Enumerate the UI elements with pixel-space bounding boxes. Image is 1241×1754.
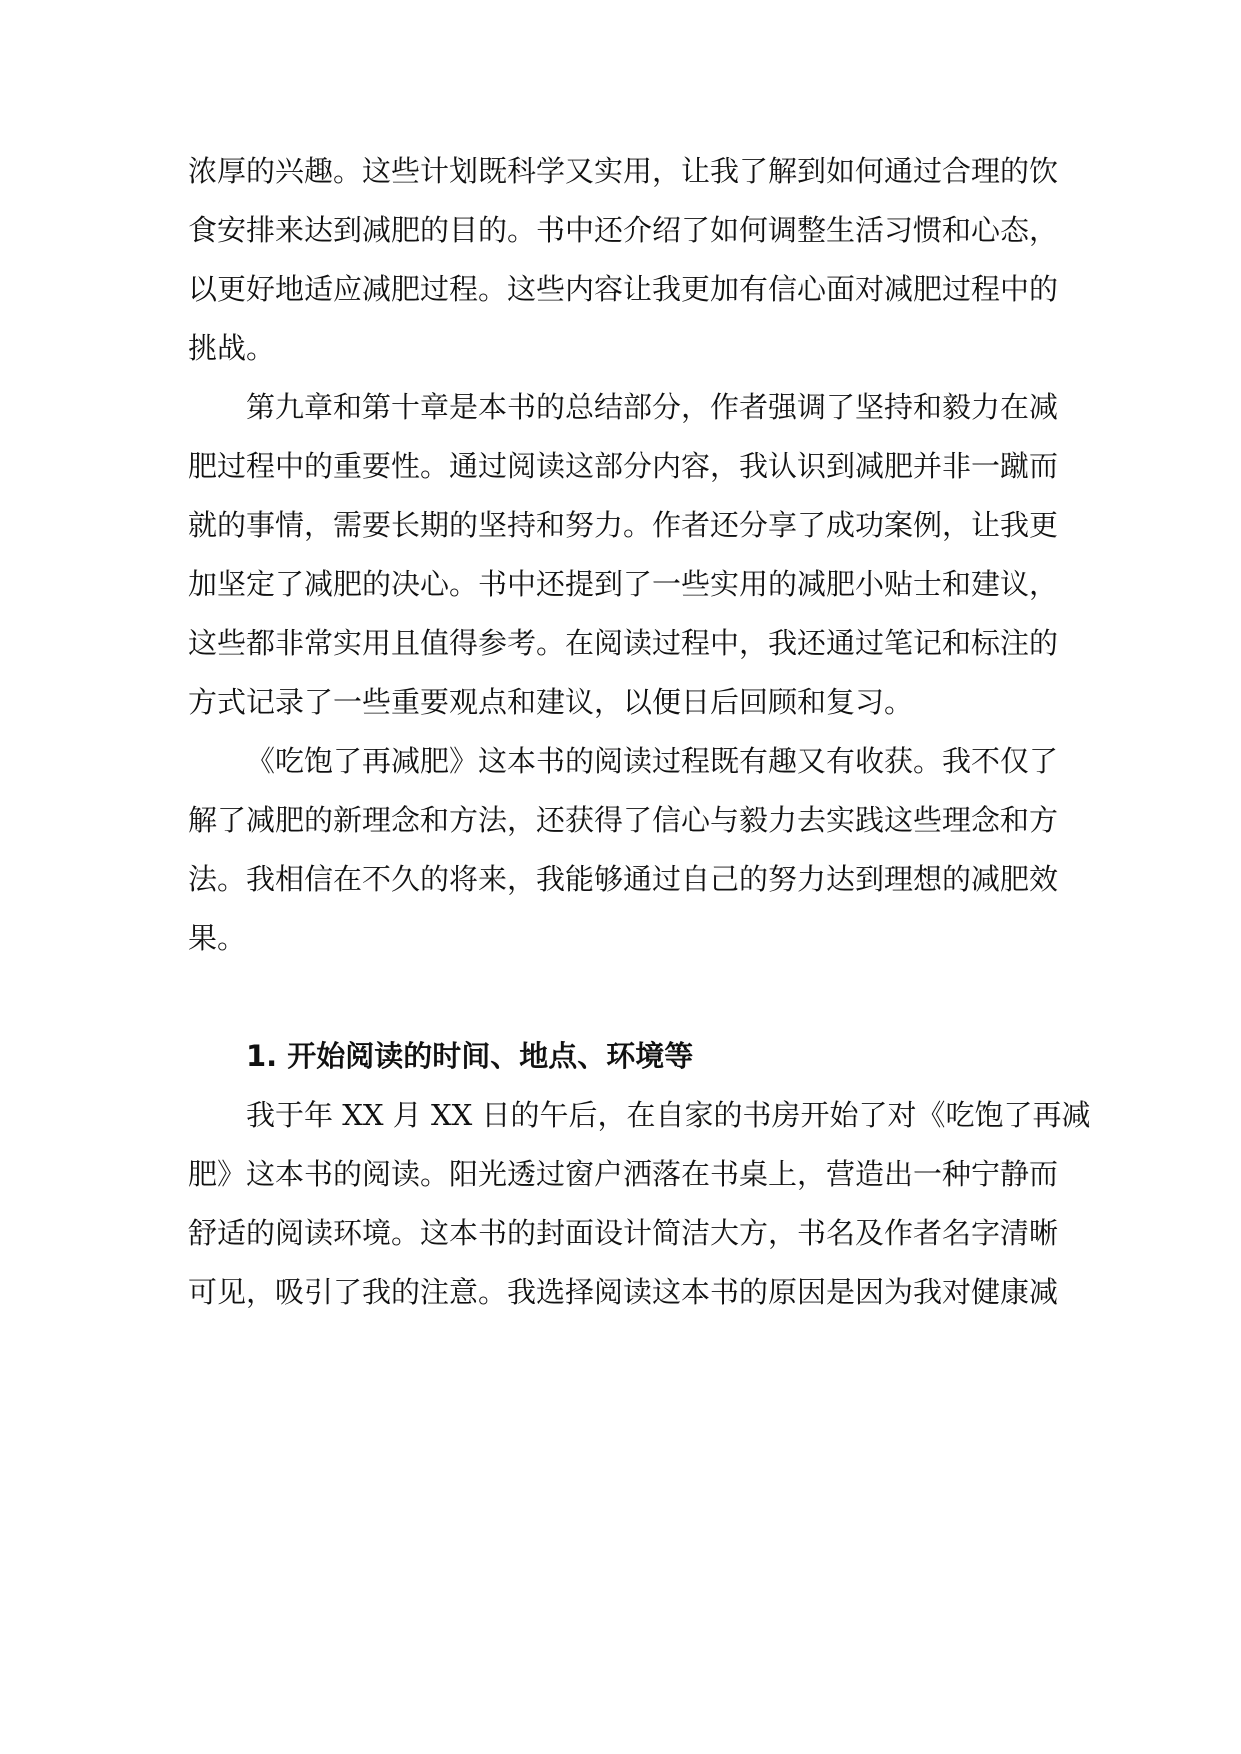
paragraph-line: 浓厚的兴趣。这些计划既科学又实用，让我了解到如何通过合理的饮 <box>188 154 1059 188</box>
paragraph-line: 食安排来达到减肥的目的。书中还介绍了如何调整生活习惯和心态， <box>188 213 1059 247</box>
section-heading: 1. 开始阅读的时间、地点、环境等 <box>246 1039 694 1073</box>
paragraph-line: 第九章和第十章是本书的总结部分，作者强调了坚持和毅力在减 <box>246 390 1059 424</box>
paragraph-line: 肥》这本书的阅读。阳光透过窗户洒落在书桌上，营造出一种宁静而 <box>188 1157 1059 1191</box>
paragraph-line: 法。我相信在不久的将来，我能够通过自己的努力达到理想的减肥效 <box>188 862 1059 896</box>
paragraph-line: 舒适的阅读环境。这本书的封面设计简洁大方，书名及作者名字清晰 <box>188 1216 1059 1250</box>
paragraph-line: 就的事情，需要长期的坚持和努力。作者还分享了成功案例，让我更 <box>188 508 1059 542</box>
paragraph-line: 方式记录了一些重要观点和建议，以便日后回顾和复习。 <box>188 685 914 719</box>
paragraph-line: 《吃饱了再减肥》这本书的阅读过程既有趣又有收获。我不仅了 <box>246 744 1059 778</box>
paragraph-line: 肥过程中的重要性。通过阅读这部分内容，我认识到减肥并非一蹴而 <box>188 449 1059 483</box>
paragraph-line: 果。 <box>188 921 247 955</box>
paragraph-line: 这些都非常实用且值得参考。在阅读过程中，我还通过笔记和标注的 <box>188 626 1059 660</box>
paragraph-line: 可见，吸引了我的注意。我选择阅读这本书的原因是因为我对健康减 <box>188 1275 1059 1309</box>
document-body <box>188 142 1091 1322</box>
paragraph-line: 我于年 XX 月 XX 日的午后，在自家的书房开始了对《吃饱了再减 <box>246 1098 1091 1132</box>
section-spacer <box>188 968 1054 1027</box>
paragraph-line: 以更好地适应减肥过程。这些内容让我更加有信心面对减肥过程中的 <box>188 272 1059 306</box>
paragraph-line: 加坚定了减肥的决心。书中还提到了一些实用的减肥小贴士和建议， <box>188 567 1059 601</box>
paragraph-line: 解了减肥的新理念和方法，还获得了信心与毅力去实践这些理念和方 <box>188 803 1059 837</box>
paragraph-line: 挑战。 <box>188 331 276 365</box>
